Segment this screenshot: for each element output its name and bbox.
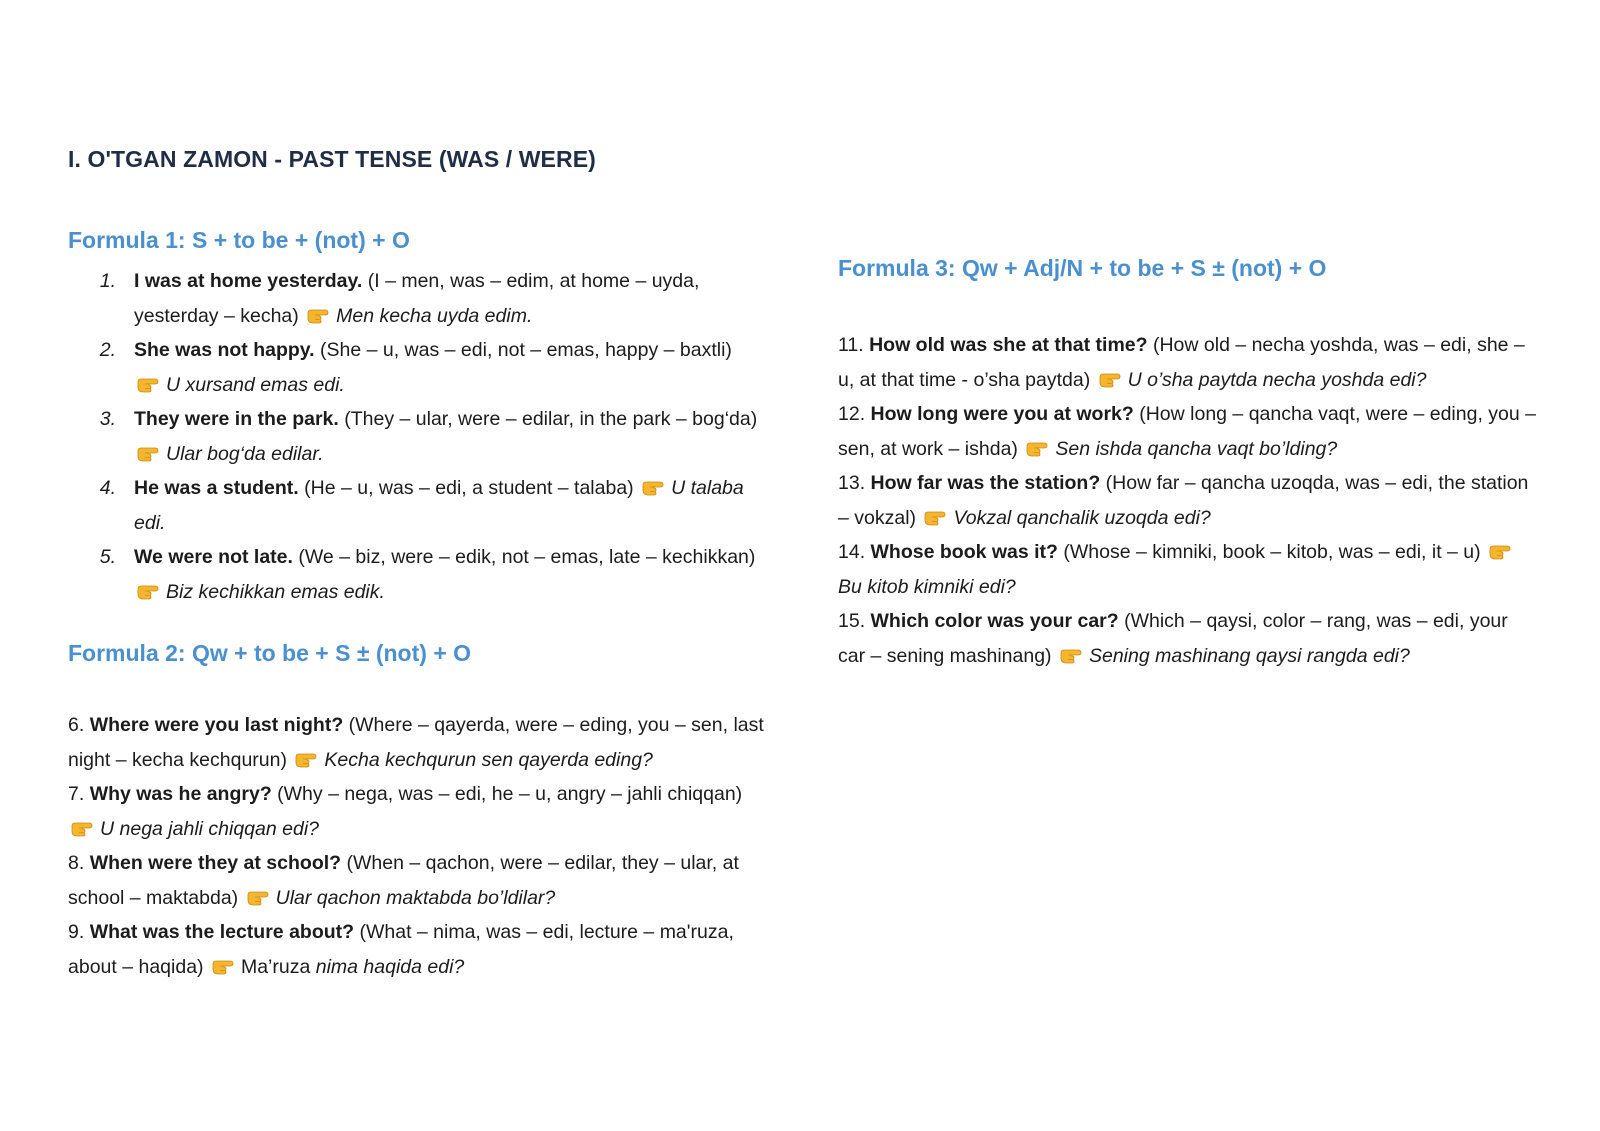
item-number: 4. <box>99 477 116 499</box>
pointing-hand-icon <box>136 373 162 395</box>
word-gloss: (How old – necha yoshda, was – edi, she – u, at that time - o’sha paytda) <box>838 334 1525 391</box>
list-item <box>68 915 768 984</box>
item-text <box>134 333 768 402</box>
pointing-hand-icon <box>294 748 320 770</box>
pointing-hand-icon <box>1025 437 1051 459</box>
question: Where were you last night? <box>89 714 344 736</box>
question: When were they at school? <box>89 852 342 874</box>
pointing-hand-icon <box>211 955 237 977</box>
word-gloss: (We – biz, were – edik, not – emas, late – kechikkan) <box>292 546 756 568</box>
pointing-hand-icon <box>923 506 949 528</box>
formula-1-heading: Formula 1: S + to be + (not) + O <box>68 227 410 253</box>
question: How long were you at work? <box>870 403 1134 425</box>
translation: Men kecha uyda edim. <box>336 304 533 327</box>
item-number: 15. <box>838 610 871 632</box>
list-item <box>838 328 1538 397</box>
question: Why was he angry? <box>89 783 272 805</box>
word-gloss: (He – u, was – edi, a student – talaba) <box>298 477 640 499</box>
list-item <box>838 535 1538 604</box>
word-gloss: (Whose – kimniki, book – kitob, was – edi, it – u) <box>1057 541 1487 563</box>
pointing-hand-icon <box>136 442 162 464</box>
word-gloss: (When – qachon, were – edilar, they – ular, at school – maktabda) <box>68 852 739 909</box>
translation: Bu kitob kimniki edi? <box>838 575 1016 598</box>
pointing-hand-icon <box>1488 540 1514 562</box>
word-gloss: (How far – qancha uzoqda, was – edi, the station – vokzal) <box>838 472 1529 529</box>
english-sentence: I was at home yesterday. <box>134 270 363 292</box>
list-item <box>68 402 768 471</box>
translation: Sen ishda qancha vaqt bo’lding? <box>1055 437 1338 460</box>
english-sentence: We were not late. <box>134 546 293 568</box>
list-item <box>68 846 768 915</box>
list-item <box>68 708 768 777</box>
formula-3-heading: Formula 3: Qw + Adj/N + to be + S ± (not) + O <box>838 255 1327 281</box>
english-sentence: He was a student. <box>134 477 299 499</box>
page-title: I. O'TGAN ZAMON - PAST TENSE (WAS / WERE) <box>68 146 596 172</box>
formula-2-heading: Formula 2: Qw + to be + S ± (not) + O <box>68 640 472 666</box>
list-item <box>68 471 768 540</box>
english-sentence: She was not happy. <box>134 339 315 361</box>
list-item <box>838 397 1538 466</box>
list-item <box>68 333 768 402</box>
item-text <box>134 540 768 609</box>
translation-plain: Ma’ruza <box>240 955 316 978</box>
word-gloss: (Why – nega, was – edi, he – u, angry – jahli chiqqan) <box>271 783 743 805</box>
formula-1-list <box>68 264 768 609</box>
item-text <box>134 402 768 471</box>
translation: U xursand emas edi. <box>166 373 345 396</box>
translation: U talaba edi. <box>134 477 744 534</box>
word-gloss: (They – ular, were – edilar, in the park – bog‘da) <box>338 408 758 430</box>
item-number: 1. <box>99 270 116 292</box>
item-number: 11. <box>838 334 870 356</box>
translation: nima haqida edi? <box>315 955 465 978</box>
item-text <box>134 264 768 333</box>
word-gloss: (Which – qaysi, color – rang, was – edi, your car – sening mashinang) <box>838 610 1508 667</box>
translation: Biz kechikkan emas edik. <box>166 580 385 603</box>
item-number: 7. <box>68 783 90 805</box>
question: What was the lecture about? <box>89 921 355 943</box>
word-gloss: (I – men, was – edim, at home – uyda, yesterday – kecha) <box>134 270 700 327</box>
translation: Ular bog‘da edilar. <box>166 442 324 465</box>
question: Which color was your car? <box>870 610 1119 632</box>
item-number: 14. <box>838 541 871 563</box>
item-number: 6. <box>68 714 90 736</box>
item-number: 2. <box>99 339 116 361</box>
item-number: 8. <box>68 852 90 874</box>
pointing-hand-icon <box>1098 368 1124 390</box>
translation: U o’sha paytda necha yoshda edi? <box>1127 368 1427 391</box>
word-gloss: (What – nima, was – edi, lecture – ma'ruza, about – haqida) <box>68 921 734 978</box>
list-item <box>68 264 768 333</box>
item-number: 9. <box>68 921 90 943</box>
word-gloss: (Where – qayerda, were – eding, you – sen, last night – kecha kechqurun) <box>68 714 764 771</box>
word-gloss: (How long – qancha vaqt, were – eding, you – sen, at work – ishda) <box>838 403 1536 460</box>
english-sentence: They were in the park. <box>134 408 339 430</box>
list-item <box>838 466 1538 535</box>
item-text <box>134 471 768 540</box>
list-item <box>838 604 1538 673</box>
pointing-hand-icon <box>246 886 272 908</box>
question: Whose book was it? <box>870 541 1058 563</box>
translation: Vokzal qanchalik uzoqda edi? <box>953 506 1211 529</box>
pointing-hand-icon <box>306 304 332 326</box>
translation: U nega jahli chiqqan edi? <box>100 817 319 840</box>
translation: Sening mashinang qaysi rangda edi? <box>1088 644 1410 667</box>
pointing-hand-icon <box>136 580 162 602</box>
item-number: 13. <box>838 472 871 494</box>
translation: Kecha kechqurun sen qayerda eding? <box>324 748 653 771</box>
formula-3-list <box>838 328 1538 673</box>
item-number: 3. <box>99 408 116 430</box>
item-number: 5. <box>99 546 116 568</box>
pointing-hand-icon <box>1059 644 1085 666</box>
question: How old was she at that time? <box>869 334 1148 356</box>
pointing-hand-icon <box>70 817 96 839</box>
question: How far was the station? <box>870 472 1101 494</box>
word-gloss: (She – u, was – edi, not – emas, happy – baxtli) <box>314 339 732 361</box>
translation: Ular qachon maktabda bo’ldilar? <box>275 886 556 909</box>
list-item <box>68 540 768 609</box>
item-number: 12. <box>838 403 871 425</box>
pointing-hand-icon <box>641 476 667 498</box>
list-item <box>68 777 768 846</box>
formula-2-list <box>68 708 768 984</box>
